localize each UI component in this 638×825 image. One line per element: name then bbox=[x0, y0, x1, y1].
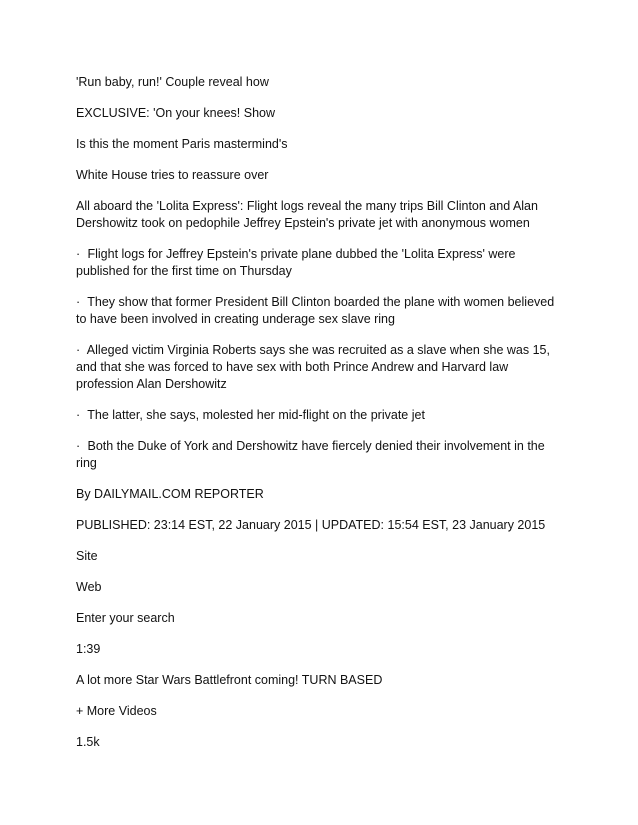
bullet-item bbox=[76, 294, 566, 328]
more-videos-link[interactable]: + More Videos bbox=[76, 704, 157, 718]
search-input[interactable]: Enter your search bbox=[76, 611, 175, 625]
bullet-item bbox=[76, 342, 566, 393]
published-date: PUBLISHED: 23:14 EST, 22 January 2015 | UPDATED: 15:54 EST, 23 January 2015 bbox=[76, 518, 546, 532]
article-headline: All aboard the 'Lolita Express': Flight logs reveal the many trips Bill Clinton and Alan Dershowitz took on pedophile Jeffrey Epstein's private jet with anonymous women bbox=[76, 199, 538, 230]
bullet-dot-icon: · bbox=[76, 439, 81, 453]
byline[interactable]: By DAILYMAIL.COM REPORTER bbox=[76, 487, 264, 501]
search-option-site[interactable]: Site bbox=[76, 549, 98, 563]
bullet-dot-icon: · bbox=[76, 247, 81, 261]
related-headline-1[interactable]: 'Run baby, run!' Couple reveal how bbox=[76, 75, 269, 89]
bullet-item bbox=[76, 246, 566, 280]
related-headline-2[interactable]: EXCLUSIVE: 'On your knees! Show bbox=[76, 106, 276, 120]
bullet-text: Flight logs for Jeffrey Epstein's private plane dubbed the 'Lolita Express' were published for the first time on Thursday bbox=[76, 247, 516, 278]
bullet-text: They show that former President Bill Clinton boarded the plane with women believed to have been involved in creating underage sex slave ring bbox=[76, 295, 555, 326]
bullet-dot-icon: · bbox=[76, 295, 81, 309]
document-page bbox=[76, 74, 566, 765]
related-headline-3[interactable]: Is this the moment Paris mastermind's bbox=[76, 137, 288, 151]
bullet-item bbox=[76, 438, 566, 472]
bullet-text: The latter, she says, molested her mid-flight on the private jet bbox=[87, 408, 425, 422]
bullet-dot-icon: · bbox=[76, 408, 81, 422]
related-headline-4[interactable]: White House tries to reassure over bbox=[76, 168, 269, 182]
bullet-item bbox=[76, 407, 566, 424]
video-duration: 1:39 bbox=[76, 642, 101, 656]
search-option-web[interactable]: Web bbox=[76, 580, 102, 594]
bullet-dot-icon: · bbox=[76, 343, 81, 357]
bullet-text: Alleged victim Virginia Roberts says she was recruited as a slave when she was 15, and that she was forced to have sex with both Prince Andrew and Harvard law profession Alan Dershowitz bbox=[76, 343, 550, 391]
share-count: 1.5k bbox=[76, 735, 100, 749]
video-title[interactable]: A lot more Star Wars Battlefront coming! TURN BASED bbox=[76, 673, 383, 687]
bullet-text: Both the Duke of York and Dershowitz have fiercely denied their involvement in the ring bbox=[76, 439, 545, 470]
